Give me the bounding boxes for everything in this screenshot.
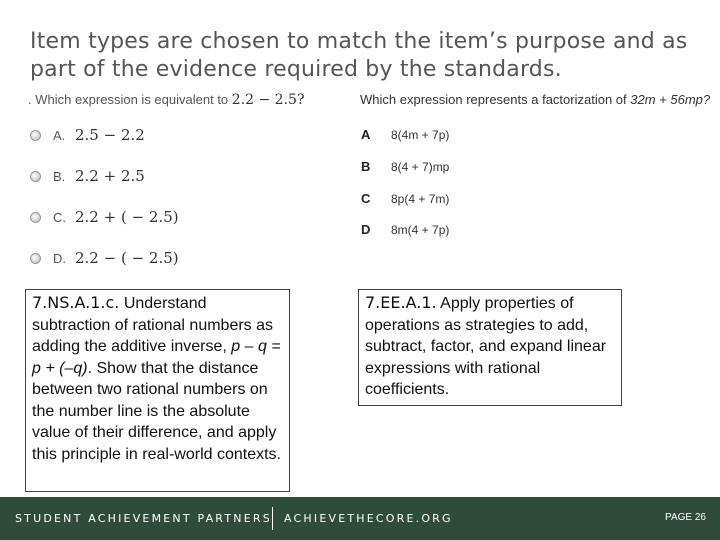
radio-button[interactable] — [30, 130, 41, 141]
option-letter: D — [361, 222, 371, 237]
standard-text: Apply properties of operations as strategies to add, subtract, factor, and expand linear expressions with rational coefficients. — [365, 295, 607, 398]
standard-code: 7.NS.A.1.c. — [32, 293, 120, 312]
right-question-expression: 32m + 56mp? — [630, 92, 711, 107]
option-value: 2.2 + 2.5 — [75, 167, 145, 185]
site-link[interactable]: ACHIEVETHECORE.ORG — [284, 512, 453, 525]
standard-box-ee — [358, 289, 622, 406]
left-option-c[interactable] — [30, 208, 179, 226]
right-option-a[interactable] — [361, 127, 449, 142]
option-letter: D. — [53, 250, 66, 266]
option-value: 8(4m + 7p) — [391, 127, 450, 142]
standard-text: Understand subtraction of rational numbers as adding the additive inverse, — [32, 295, 274, 355]
footer-bar — [0, 497, 720, 540]
left-option-a[interactable] — [30, 126, 145, 144]
left-option-b[interactable] — [30, 167, 145, 185]
option-value: 8p(4 + 7m) — [391, 191, 450, 206]
option-value: 8(4 + 7)mp — [391, 159, 450, 174]
radio-button[interactable] — [30, 212, 41, 223]
brand-name: STUDENT ACHIEVEMENT PARTNERS — [15, 512, 272, 525]
option-value: 2.2 − ( − 2.5) — [75, 249, 179, 267]
option-value: 2.2 + ( − 2.5) — [75, 208, 179, 226]
standard-formula: p – q = p + (–q) — [32, 338, 281, 377]
option-letter: C — [361, 191, 371, 206]
right-question-prefix: Which expression represents a factorization of — [360, 92, 631, 107]
option-letter: A — [361, 127, 371, 142]
option-value: 8m(4 + 7p) — [391, 222, 450, 237]
radio-button[interactable] — [30, 253, 41, 264]
right-option-b[interactable] — [361, 159, 449, 174]
option-letter: A. — [53, 127, 66, 143]
option-letter: B — [361, 159, 371, 174]
page-number: PAGE 26 — [665, 512, 706, 523]
standard-box-ns — [25, 289, 290, 492]
right-option-c[interactable] — [361, 191, 449, 206]
left-question-prefix: . Which expression is equivalent to — [28, 92, 232, 107]
right-option-d[interactable] — [361, 222, 449, 237]
option-letter: C. — [53, 209, 66, 225]
left-option-d[interactable] — [30, 249, 179, 267]
option-value: 2.5 − 2.2 — [75, 126, 145, 144]
left-question-stem — [28, 92, 348, 108]
option-letter: B. — [53, 168, 66, 184]
radio-button[interactable] — [30, 171, 41, 182]
standard-text-continued: . Show that the distance between two rational numbers on the number line is the absolute value of their difference, and apply this principle in real-world contexts. — [32, 359, 281, 463]
standard-code: 7.EE.A.1. — [365, 293, 437, 312]
left-question-expression: 2.2 − 2.5? — [231, 92, 305, 108]
footer-divider — [272, 507, 273, 530]
right-question-stem — [360, 92, 720, 107]
slide-title: Item types are chosen to match the item’s purpose and as part of the evidence required by the standards. — [30, 29, 688, 82]
